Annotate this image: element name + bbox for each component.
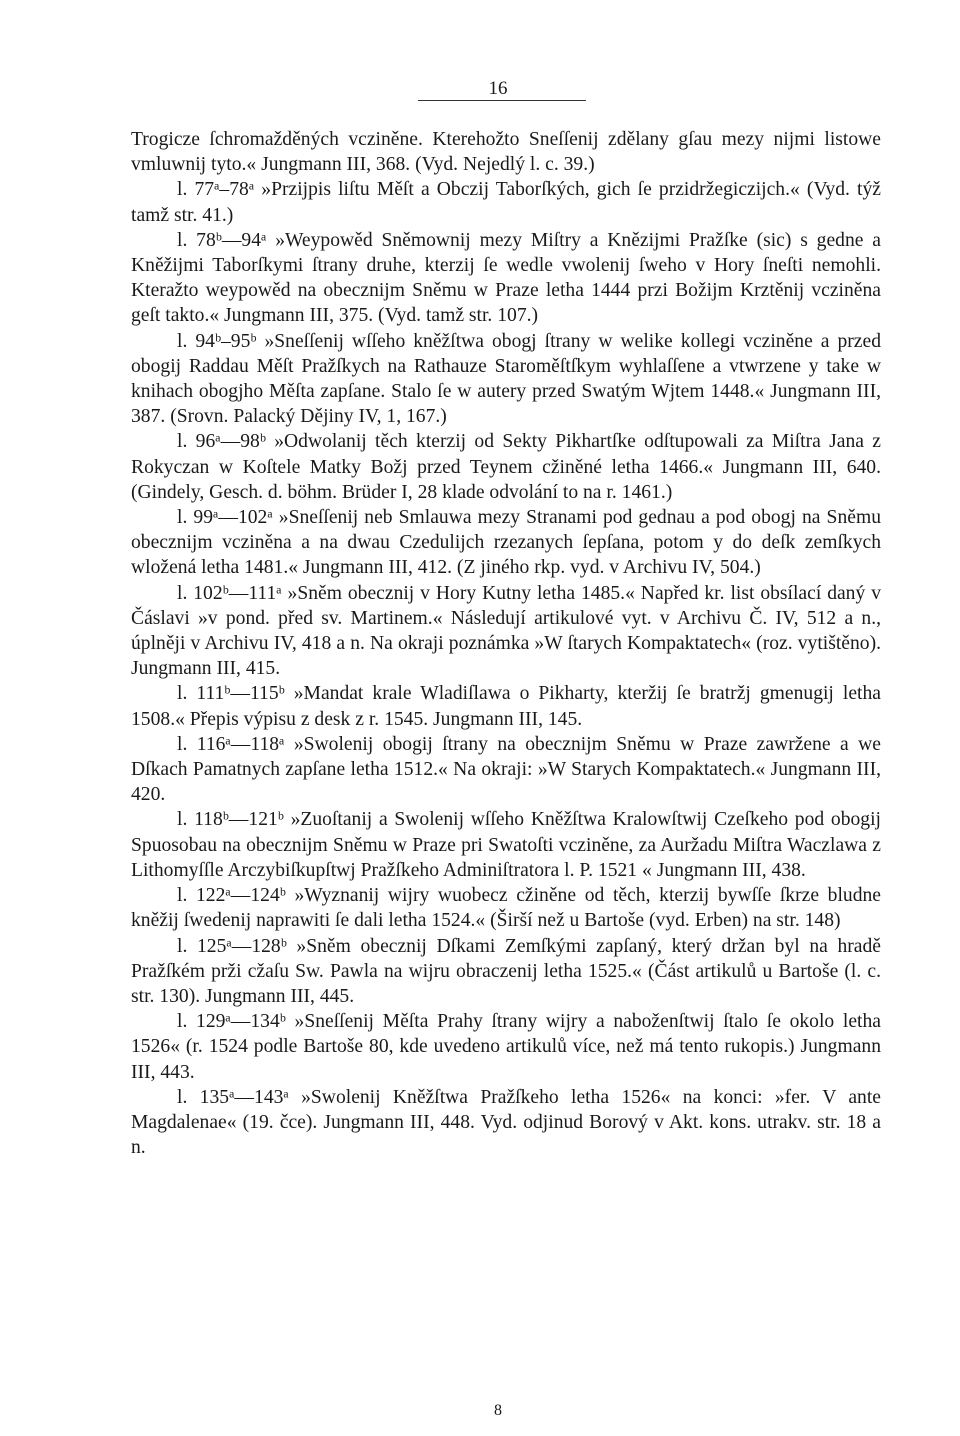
header-rule bbox=[418, 100, 586, 101]
paragraph: l. 125ᵃ—128ᵇ »Sněm obecznij Dſkami Zemſkými zapſaný, který držan byl na hradě Pražſkém prži cžaſu Sw. Pawla na wijru obraczenij letha 1525.« (Část artikulů u Bartoše (l. c. str. 130). Jungmann III, 445. bbox=[131, 935, 881, 1007]
paragraph: l. 99ᵃ—102ᵃ »Sneſſenij neb Smlauwa mezy Stranami pod gednau a pod obogj na Sněmu obecznijm vcziněna a na dwau Czedulijch rzezanych ſepſana, potom y do deſk zemſkych wložená letha 1481.« Jungmann III, 412. (Z jiného rkp. vyd. v Archivu IV, 504.) bbox=[131, 507, 881, 579]
paragraph: l. 78ᵇ—94ᵃ »Weypowěd Sněmownij mezy Miſtry a Knězijmi Pražſke (sic) s gedne a Kněžijmi Taborſkymi ſtrany druhe, kterzij ſe wedle vwolenij ſweho v Hory ſneſti nemohli. Kteražto weypowěd na obecznijm Sněmu w Praze letha 1444 przi Božijm Krztěnij vcziněna geſt takto.« Jungmann III, 375. (Vyd. tamž str. 107.) bbox=[131, 229, 881, 327]
paragraph: Trogicze ſchromažděných vcziněne. Kterehožto Sneſſenij zdělany gſau mezy nijmi listowe vmluwnij tyto.« Jungmann III, 368. (Vyd. Nejedlý l. c. 39.) bbox=[131, 129, 881, 176]
page-number: 16 bbox=[488, 78, 508, 99]
paragraph: l. 102ᵇ—111ᵃ »Sněm obecznij v Hory Kutny letha 1485.« Napřed kr. list obsílací daný v Čáslavi »v pond. před sv. Martinem.« Následují artikulové vyt. v Archivu Č. IV, 512 a n., úplněji v Archivu IV, 418 a n. Na okraji poznámka »W ſtarych Kompaktatech« (roz. vytištěno). Jungmann III, 415. bbox=[131, 582, 881, 680]
paragraph: l. 77ᵃ–78ᵃ »Przijpis liſtu Měſt a Obczij Taborſkých, gich ſe przidržegiczijch.« (Vyd. týž tamž str. 41.) bbox=[131, 179, 881, 226]
paragraph: l. 122ᵃ—124ᵇ »Wyznanij wijry wuobecz cžiněne od těch, kterzij bywſſe ſkrze bludne kněžij ſwedenij naprawiti ſe dali letha 1524.« (Širší než u Bartoše (vyd. Erben) na str. 148) bbox=[131, 885, 881, 932]
body-text bbox=[131, 127, 881, 1160]
paragraph: l. 116ᵃ—118ᵃ »Swolenij obogij ſtrany na obecznijm Sněmu w Praze zawržene a we Dſkach Pamatnych zapſane letha 1512.« Na okraji: »W Starych Kompaktatech.« Jungmann III, 420. bbox=[131, 733, 881, 806]
paragraph: l. 94ᵇ–95ᵇ »Sneſſenij wſſeho kněžſtwa obogj ſtrany w welike kollegi vcziněne a przed obogij Raddau Měſt Pražſkych na Rathauze Staroměſtſkym wyhlaſſene a vtwrzene y take w knihach obogjho Měſta zapſane. Stalo ſe w autery przed Swatým Wjtem 1448.« Jungmann III, 387. (Srovn. Palacký Dějiny IV, 1, 167.) bbox=[131, 330, 881, 428]
paragraph: l. 111ᵇ—115ᵇ »Mandat krale Wladiſlawa o Pikharty, kteržij ſe bratržj gmenugij letha 1508.« Přepis výpisu z desk z r. 1545. Jungmann III, 145. bbox=[131, 683, 881, 730]
paragraph: l. 96ᵃ—98ᵇ »Odwolanij těch kterzij od Sekty Pikhartſke odſtupowali za Miſtra Jana z Rokyczan w Koſtele Matky Božj przed Teynem cžiněné letha 1466.« Jungmann III, 640. (Gindely, Gesch. d. böhm. Brüder I, 28 klade odvolání to na r. 1461.) bbox=[131, 431, 881, 503]
paragraph: l. 118ᵇ—121ᵇ »Zuoſtanij a Swolenij wſſeho Kněžſtwa Kralowſtwij Czeſkeho pod obogij Spuosobau na obecznijm Sněmu w Praze pri Swatoſti vcziněne, za Auržadu Miſtra Waczlawa z Lithomyſſle Arczybiſkupſtwj Pražſkeho Adminiſtratora l. P. 1521 « Jungmann III, 438. bbox=[131, 809, 881, 881]
paragraph: l. 129ᵃ—134ᵇ »Sneſſenij Měſta Prahy ſtrany wijry a naboženſtwij ſtalo ſe okolo letha 1526« (r. 1524 podle Bartoše 80, kde uvedeno artikulů více, než má tento rukopis.) Jungmann III, 443. bbox=[131, 1011, 881, 1083]
signature-mark: 8 bbox=[494, 1402, 502, 1419]
paragraph: l. 135ᵃ—143ᵃ »Swolenij Kněžſtwa Pražſkeho letha 1526« na konci: »fer. V ante Magdalenae« (19. čce). Jungmann III, 448. Vyd. odjinud Borový v Akt. kons. utrakv. str. 18 a n. bbox=[131, 1086, 881, 1159]
